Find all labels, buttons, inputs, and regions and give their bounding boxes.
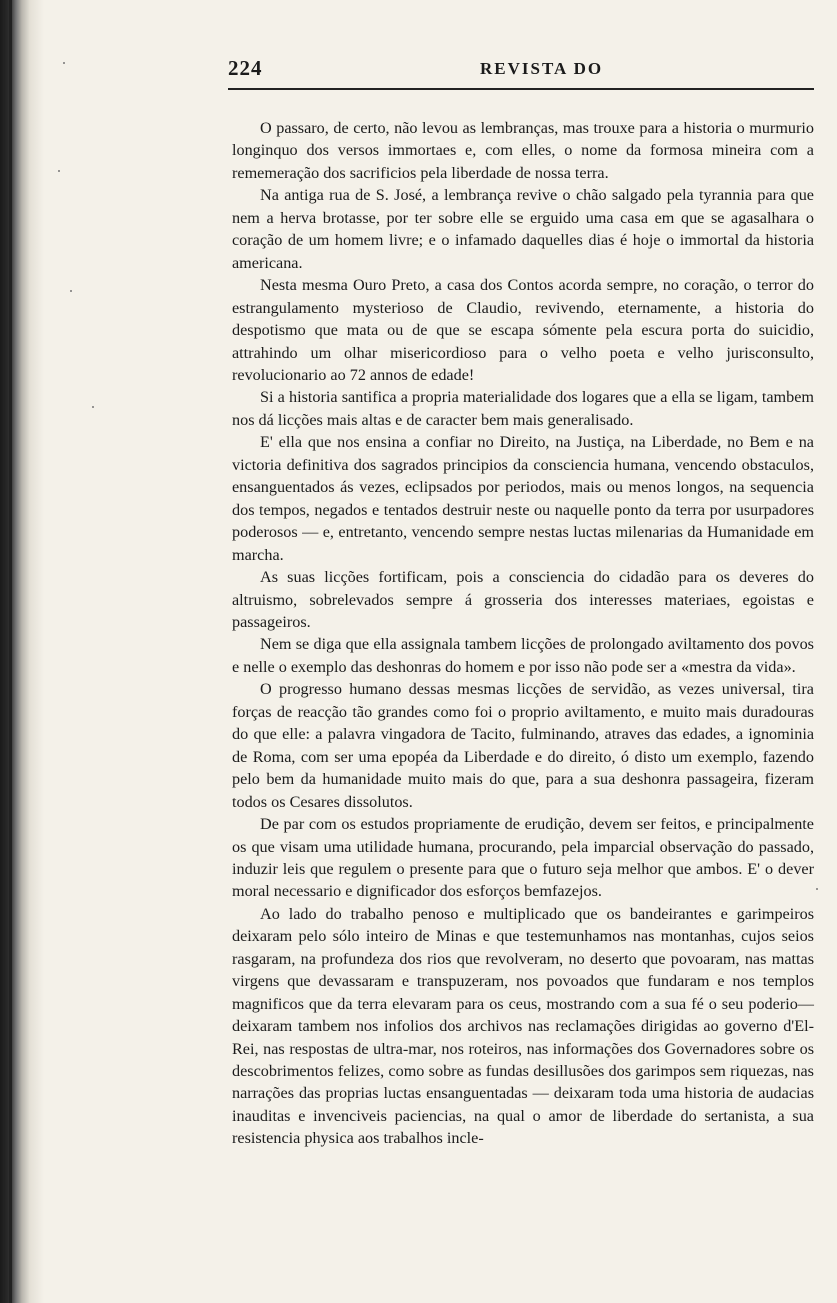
body-text: [232, 117, 814, 1150]
paragraph: O passaro, de certo, não levou as lembranças, mas trouxe para a historia o murmurio longinquo dos versos immortaes e, com elles, o nome da formosa mineira com a rememeração dos sacrificios pela liberdade de nossa terra.: [232, 119, 814, 182]
paper-speck: [58, 170, 60, 172]
paper-speck: [70, 290, 72, 292]
binding-edge-line: [9, 0, 12, 1303]
paragraph: Ao lado do trabalho penoso e multiplicado que os bandeirantes e garimpeiros deixaram pelo sólo inteiro de Minas e que testemunhamos nas montanhas, cujos seios rasgaram, na profundeza dos rios que revolveram, no deserto que povoaram, nas mattas virgens que devassaram e transpuzeram, nos povoados que fundaram e nos templos magnificos que da terra elevaram para os ceus, mostrando com a sua fé o seu poderio—deixaram tambem nos infolios dos archivos nas reclamações dirigidas ao governo d'El-Rei, nas respostas de ultra-mar, nos roteiros, nas informações dos Governadores sobre os descobrimentos felizes, como sobre as fundas desillusões dos garimpos sem riquezas, nas narrações das proprias luctas ensanguentadas — deixaram toda uma historia de audacias inauditas e invenciveis paciencias, na qual o amor de liberdade do sertanista, a sua resistencia physica aos trabalhos incle-: [232, 904, 814, 1148]
running-title: REVISTA DO: [480, 59, 604, 78]
paragraph: E' ella que nos ensina a confiar no Direito, na Justiça, na Liberdade, no Bem e na victoria definitiva dos sagrados principios da consciencia humana, vencendo obstaculos, ensanguentados ás vezes, eclipsados por periodos, mais ou menos longos, na sequencia dos tempos, negados e tentados destruir neste ou naquelle ponto da terra por usurpadores poderosos — e, entretanto, vencendo sempre nestas luctas milenarias da Humanidade em marcha.: [232, 433, 814, 564]
paragraph: Nesta mesma Ouro Preto, a casa dos Contos acorda sempre, no coração, o terror do estrangulamento mysterioso de Claudio, revivendo, eternamente, a historia do despotismo que mata ou de que se escapa sómente pela escura porta do suicidio, attrahindo um olhar misericordioso para o velho poeta e velho jurisconsulto, revolucionario ao 72 annos de edade!: [232, 276, 814, 384]
binding-edge-line: [3, 0, 5, 1303]
paper-speck: [92, 406, 94, 408]
page-number: 224: [228, 56, 263, 80]
paragraph: As suas licções fortificam, pois a consciencia do cidadão para os deveres do altruismo, sobrelevados sempre á grosseria dos interesses materiaes, egoistas e passageiros.: [232, 568, 814, 631]
header-rule: [228, 88, 814, 90]
page-header: [228, 56, 814, 92]
paragraph: Nem se diga que ella assignala tambem licções de prolongado aviltamento dos povos e nelle o exemplo das deshonras do homem e por isso não pode ser a «mestra da vida».: [232, 635, 814, 676]
book-binding-shadow: [0, 0, 44, 1303]
paragraph: Na antiga rua de S. José, a lembrança revive o chão salgado pela tyrannia para que nem a herva brotasse, por ter sobre elle se erguido uma casa em que se agasalhara o coração de um homem livre; e o infamado daquelles dias é hoje o immortal da historia americana.: [232, 186, 814, 272]
paragraph: O progresso humano dessas mesmas licções de servidão, as vezes universal, tira forças de reacção tão grandes como foi o proprio aviltamento, e muito mais duradouras do que elle: a palavra vingadora de Tacito, fulminando, atraves das edades, a ignominia de Roma, com ser uma epopéa da Liberdade e do direito, ó disto um exemplo, fazendo pelo bem da humanidade muito mais do que, para a sua deshonra passageira, fizeram todos os Cesares dissolutos.: [232, 680, 814, 811]
paragraph: Si a historia santifica a propria materialidade dos logares que a ella se ligam, tambem nos dá licções mais altas e de caracter bem mais generalisado.: [232, 388, 814, 429]
paper-speck: [816, 888, 818, 890]
paragraph: De par com os estudos propriamente de erudição, devem ser feitos, e principalmente os que visam uma utilidade humana, procurando, pela imparcial observação do passado, induzir leis que regulem o presente para que o futuro seja melhor que ambos. E' o dever moral necessario e dignificador dos esforços bemfazejos.: [232, 815, 814, 901]
paper-speck: [63, 62, 65, 64]
